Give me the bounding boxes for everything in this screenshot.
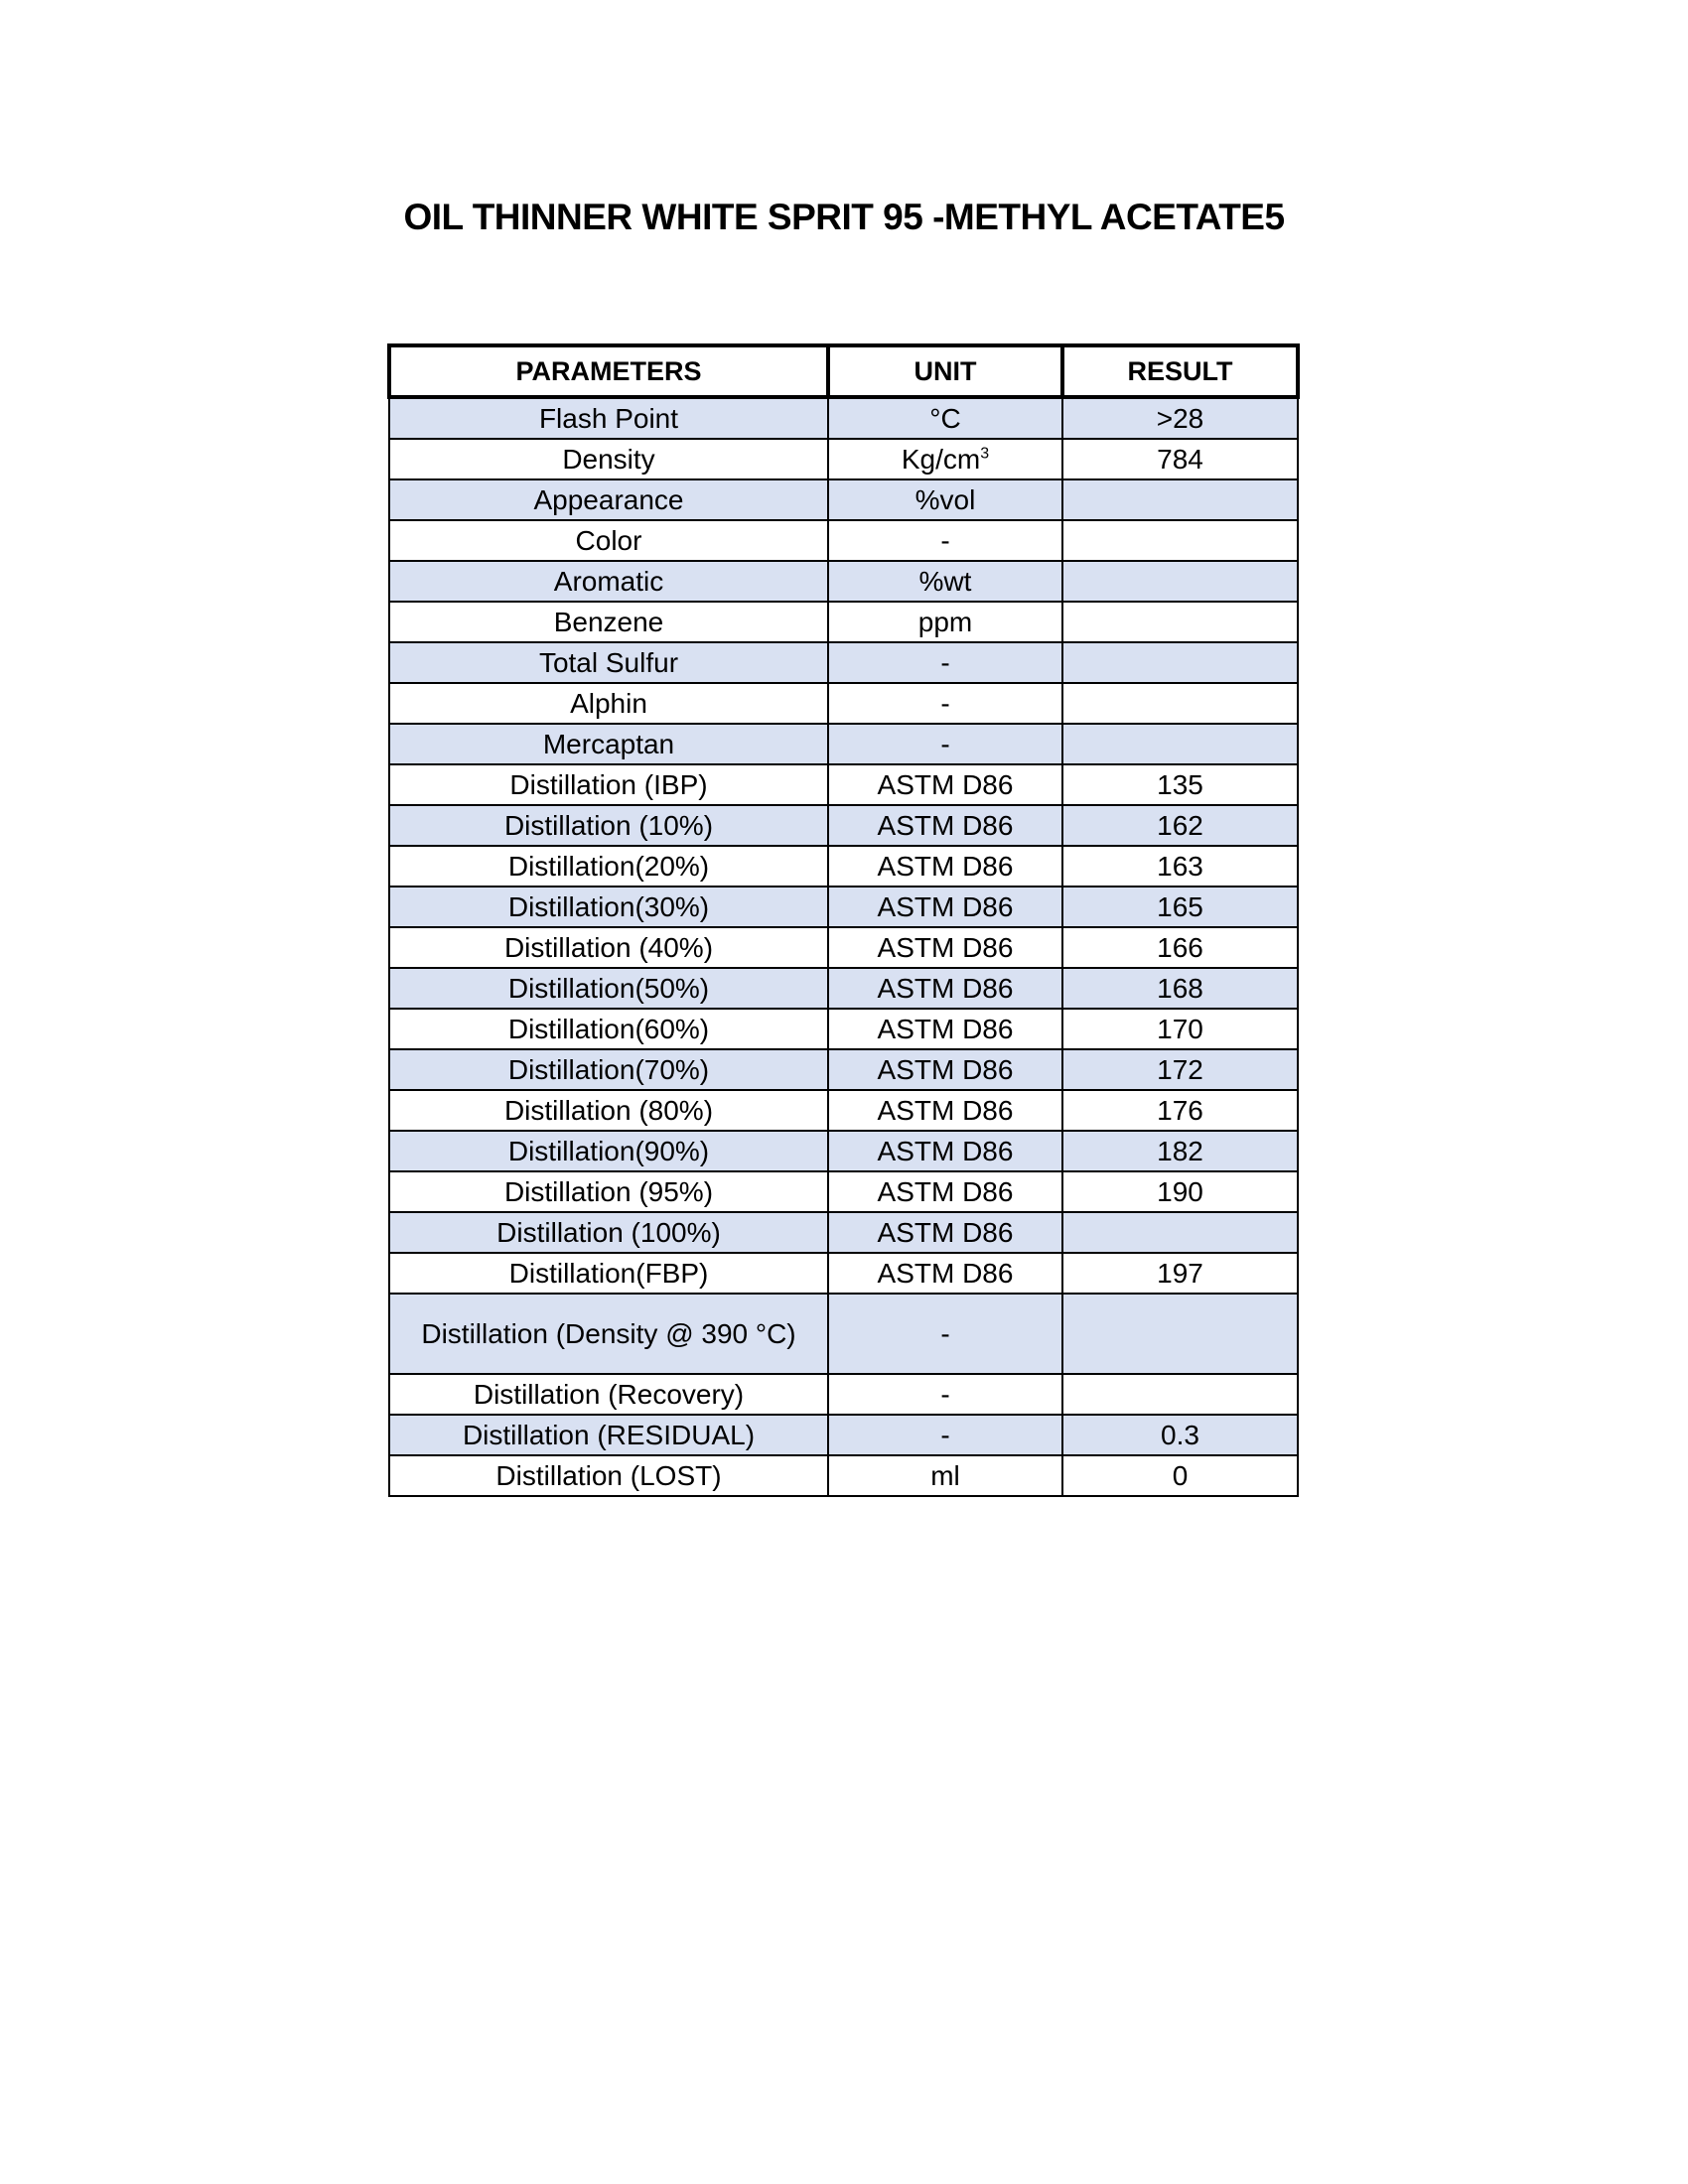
page-title: OIL THINNER WHITE SPRIT 95 -METHYL ACETATE5 <box>403 197 1285 237</box>
cell-unit: ASTM D86 <box>828 968 1062 1009</box>
cell-result: 172 <box>1062 1049 1298 1090</box>
table-row <box>389 1131 1298 1171</box>
cell-unit: ASTM D86 <box>828 1212 1062 1253</box>
table-row <box>389 642 1298 683</box>
table-row <box>389 479 1298 520</box>
cell-parameter: Distillation(30%) <box>389 887 828 927</box>
cell-result: 784 <box>1062 439 1298 479</box>
cell-unit: - <box>828 683 1062 724</box>
cell-result: 166 <box>1062 927 1298 968</box>
table-header-row <box>389 345 1298 397</box>
cell-unit: - <box>828 1294 1062 1374</box>
table-row <box>389 1374 1298 1415</box>
cell-result: 182 <box>1062 1131 1298 1171</box>
table-row <box>389 1049 1298 1090</box>
cell-parameter: Distillation (80%) <box>389 1090 828 1131</box>
cell-unit: ASTM D86 <box>828 805 1062 846</box>
cell-parameter: Color <box>389 520 828 561</box>
cell-result: 168 <box>1062 968 1298 1009</box>
cell-result: 0 <box>1062 1455 1298 1496</box>
cell-parameter: Distillation(90%) <box>389 1131 828 1171</box>
unit-text: Kg/cm <box>901 443 981 475</box>
cell-unit: - <box>828 724 1062 764</box>
table-row <box>389 968 1298 1009</box>
table-row <box>389 397 1298 439</box>
table-row <box>389 1253 1298 1294</box>
cell-unit: ASTM D86 <box>828 846 1062 887</box>
cell-result: 135 <box>1062 764 1298 805</box>
cell-unit: ASTM D86 <box>828 1049 1062 1090</box>
unit-superscript: 3 <box>980 445 990 463</box>
table-row <box>389 724 1298 764</box>
table-row <box>389 520 1298 561</box>
cell-result: 162 <box>1062 805 1298 846</box>
cell-result <box>1062 1294 1298 1374</box>
table-row <box>389 927 1298 968</box>
cell-result: 0.3 <box>1062 1415 1298 1455</box>
cell-unit: ASTM D86 <box>828 1009 1062 1049</box>
cell-unit: ASTM D86 <box>828 1253 1062 1294</box>
cell-parameter: Distillation(60%) <box>389 1009 828 1049</box>
table-row <box>389 1090 1298 1131</box>
cell-result <box>1062 1374 1298 1415</box>
cell-result <box>1062 642 1298 683</box>
cell-result: 176 <box>1062 1090 1298 1131</box>
table-row <box>389 764 1298 805</box>
cell-parameter: Alphin <box>389 683 828 724</box>
cell-result: 165 <box>1062 887 1298 927</box>
cell-parameter: Distillation(FBP) <box>389 1253 828 1294</box>
cell-parameter: Density <box>389 439 828 479</box>
cell-unit: %vol <box>828 479 1062 520</box>
cell-parameter: Distillation (Density @ 390 °C) <box>389 1294 828 1374</box>
cell-parameter: Benzene <box>389 602 828 642</box>
cell-unit: %wt <box>828 561 1062 602</box>
cell-parameter: Distillation (LOST) <box>389 1455 828 1496</box>
cell-unit: ASTM D86 <box>828 1131 1062 1171</box>
cell-parameter: Distillation (100%) <box>389 1212 828 1253</box>
cell-result <box>1062 683 1298 724</box>
table-row <box>389 1294 1298 1374</box>
cell-parameter: Distillation (10%) <box>389 805 828 846</box>
cell-parameter: Aromatic <box>389 561 828 602</box>
cell-parameter: Total Sulfur <box>389 642 828 683</box>
cell-unit: ASTM D86 <box>828 764 1062 805</box>
cell-unit: °C <box>828 397 1062 439</box>
table-row <box>389 602 1298 642</box>
cell-parameter: Appearance <box>389 479 828 520</box>
cell-unit: - <box>828 520 1062 561</box>
header-result: RESULT <box>1062 345 1298 397</box>
cell-unit <box>828 439 1062 479</box>
table-row <box>389 1009 1298 1049</box>
cell-parameter: Mercaptan <box>389 724 828 764</box>
table-row <box>389 439 1298 479</box>
cell-parameter: Distillation (40%) <box>389 927 828 968</box>
cell-unit: - <box>828 642 1062 683</box>
header-parameters: PARAMETERS <box>389 345 828 397</box>
cell-unit: ml <box>828 1455 1062 1496</box>
cell-unit: ppm <box>828 602 1062 642</box>
cell-result <box>1062 520 1298 561</box>
cell-result <box>1062 479 1298 520</box>
cell-unit: ASTM D86 <box>828 1090 1062 1131</box>
table-row <box>389 1212 1298 1253</box>
cell-unit: ASTM D86 <box>828 1171 1062 1212</box>
table-row <box>389 561 1298 602</box>
cell-parameter: Flash Point <box>389 397 828 439</box>
cell-parameter: Distillation (IBP) <box>389 764 828 805</box>
cell-result: 190 <box>1062 1171 1298 1212</box>
table-row <box>389 683 1298 724</box>
cell-parameter: Distillation(70%) <box>389 1049 828 1090</box>
cell-result <box>1062 561 1298 602</box>
header-unit: UNIT <box>828 345 1062 397</box>
spec-table <box>387 343 1300 1497</box>
cell-parameter: Distillation(50%) <box>389 968 828 1009</box>
cell-parameter: Distillation (Recovery) <box>389 1374 828 1415</box>
cell-result <box>1062 602 1298 642</box>
table-row <box>389 805 1298 846</box>
table-row <box>389 1171 1298 1212</box>
cell-parameter: Distillation (95%) <box>389 1171 828 1212</box>
cell-result: 163 <box>1062 846 1298 887</box>
cell-result: 170 <box>1062 1009 1298 1049</box>
cell-parameter: Distillation (RESIDUAL) <box>389 1415 828 1455</box>
table-row <box>389 887 1298 927</box>
cell-result: >28 <box>1062 397 1298 439</box>
cell-parameter: Distillation(20%) <box>389 846 828 887</box>
cell-result: 197 <box>1062 1253 1298 1294</box>
table-row <box>389 846 1298 887</box>
cell-result <box>1062 1212 1298 1253</box>
cell-result <box>1062 724 1298 764</box>
table-row <box>389 1455 1298 1496</box>
cell-unit: ASTM D86 <box>828 927 1062 968</box>
cell-unit: ASTM D86 <box>828 887 1062 927</box>
cell-unit: - <box>828 1415 1062 1455</box>
table-row <box>389 1415 1298 1455</box>
cell-unit: - <box>828 1374 1062 1415</box>
